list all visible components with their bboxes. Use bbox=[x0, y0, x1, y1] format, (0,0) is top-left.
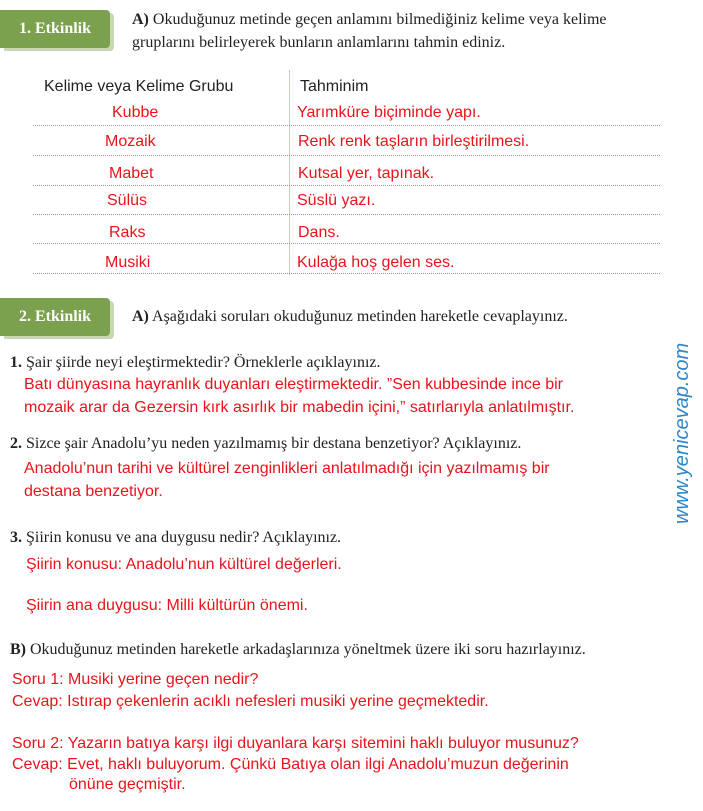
instruction-line-1: Okuduğunuz metinde geçen anlamını bilmediğiniz kelime veya kelime bbox=[152, 11, 607, 28]
answer-3-line-1: Şiirin konusu: Anadolu’nun kültürel değerleri. bbox=[26, 556, 342, 573]
part-a-label: A) bbox=[132, 308, 149, 325]
prepared-answer-1: Cevap: Istırap çekenlerin acıklı nefesleri musiki yerine geçmektedir. bbox=[12, 693, 489, 710]
answer-2-line-2: destana benzetiyor. bbox=[24, 483, 163, 500]
question-3 bbox=[10, 527, 341, 549]
part-b-text: Okuduğunuz metinden hareketle arkadaşlarınıza yöneltmek üzere iki soru hazırlayınız. bbox=[30, 641, 586, 658]
table-guess-4: Süslü yazı. bbox=[297, 192, 376, 209]
answer-2-line-1: Anadolu’nun tarihi ve kültürel zenginlikleri anlatılmadığı için yazılmamış bir bbox=[24, 460, 550, 477]
row-divider bbox=[33, 185, 660, 186]
table-word-5: Raks bbox=[109, 224, 146, 241]
part-b-instruction bbox=[10, 639, 586, 661]
table-word-3: Mabet bbox=[109, 165, 154, 182]
table-header-guess: Tahminim bbox=[300, 78, 369, 95]
activity-2-tag: 2. Etkinlik bbox=[0, 298, 110, 336]
watermark bbox=[650, 310, 703, 530]
table-word-4: Sülüs bbox=[107, 192, 148, 209]
table-header-word: Kelime veya Kelime Grubu bbox=[44, 78, 234, 95]
part-a-label: A) bbox=[132, 11, 149, 28]
table-guess-5: Dans. bbox=[298, 224, 340, 241]
activity-1-instruction bbox=[132, 8, 697, 32]
prepared-question-1: Soru 1: Musiki yerine geçen nedir? bbox=[12, 671, 259, 688]
activity-1-instruction-line-2: gruplarını belirleyerek bunların anlamlarını tahmin ediniz. bbox=[132, 34, 506, 51]
table-guess-3: Kutsal yer, tapınak. bbox=[298, 165, 435, 182]
watermark-text: www.yenicevap.com bbox=[671, 342, 693, 524]
table-guess-6: Kulağa hoş gelen ses. bbox=[297, 254, 455, 271]
question-text: Sizce şair Anadolu’yu neden yazılmamış bir destana benzetiyor? Açıklayınız. bbox=[26, 435, 522, 452]
question-number: 3. bbox=[10, 529, 22, 546]
answer-3-line-2: Şiirin ana duygusu: Milli kültürün önemi. bbox=[26, 597, 308, 614]
table-word-6: Musiki bbox=[105, 254, 151, 271]
question-number: 1. bbox=[10, 354, 22, 371]
activity-1-tag: 1. Etkinlik bbox=[0, 10, 110, 48]
answer-1-line-2: mozaik arar da Gezersin kırk asırlık bir mabedin içini,” satırlarıyla anlatılmıştır. bbox=[24, 399, 575, 416]
question-number: 2. bbox=[10, 435, 22, 452]
row-divider bbox=[33, 273, 660, 274]
row-divider bbox=[33, 214, 660, 215]
activity-2-instruction bbox=[132, 305, 568, 329]
table-word-2: Mozaik bbox=[105, 133, 156, 150]
answer-1-line-1: Batı dünyasına hayranlık duyanları eleştirmektedir. ”Sen kubbesinde ince bir bbox=[24, 376, 563, 393]
question-1 bbox=[10, 352, 381, 374]
prepared-answer-2: Cevap: Evet, haklı buluyorum. Çünkü Batıya olan ilgi Anadolu’muzun değerinin bbox=[12, 756, 569, 773]
instruction-text: Aşağıdaki soruları okuduğunuz metinden hareketle cevaplayınız. bbox=[152, 308, 568, 325]
prepared-question-2: Soru 2: Yazarın batıya karşı ilgi duyanlara karşı sitemini haklı buluyor musunuz? bbox=[12, 735, 579, 752]
row-divider bbox=[33, 155, 660, 156]
part-b-label: B) bbox=[10, 641, 26, 658]
table-word-1: Kubbe bbox=[112, 104, 159, 121]
row-divider bbox=[33, 125, 660, 126]
row-divider bbox=[33, 243, 660, 244]
table-column-divider bbox=[289, 70, 290, 275]
question-2 bbox=[10, 433, 521, 455]
question-text: Şiirin konusu ve ana duygusu nedir? Açıklayınız. bbox=[26, 529, 342, 546]
table-guess-2: Renk renk taşların birleştirilmesi. bbox=[298, 133, 530, 150]
prepared-answer-2-line-2: önüne geçmiştir. bbox=[69, 776, 186, 793]
table-guess-1: Yarımküre biçiminde yapı. bbox=[297, 104, 481, 121]
question-text: Şair şiirde neyi eleştirmektedir? Örneklerle açıklayınız. bbox=[26, 354, 381, 371]
